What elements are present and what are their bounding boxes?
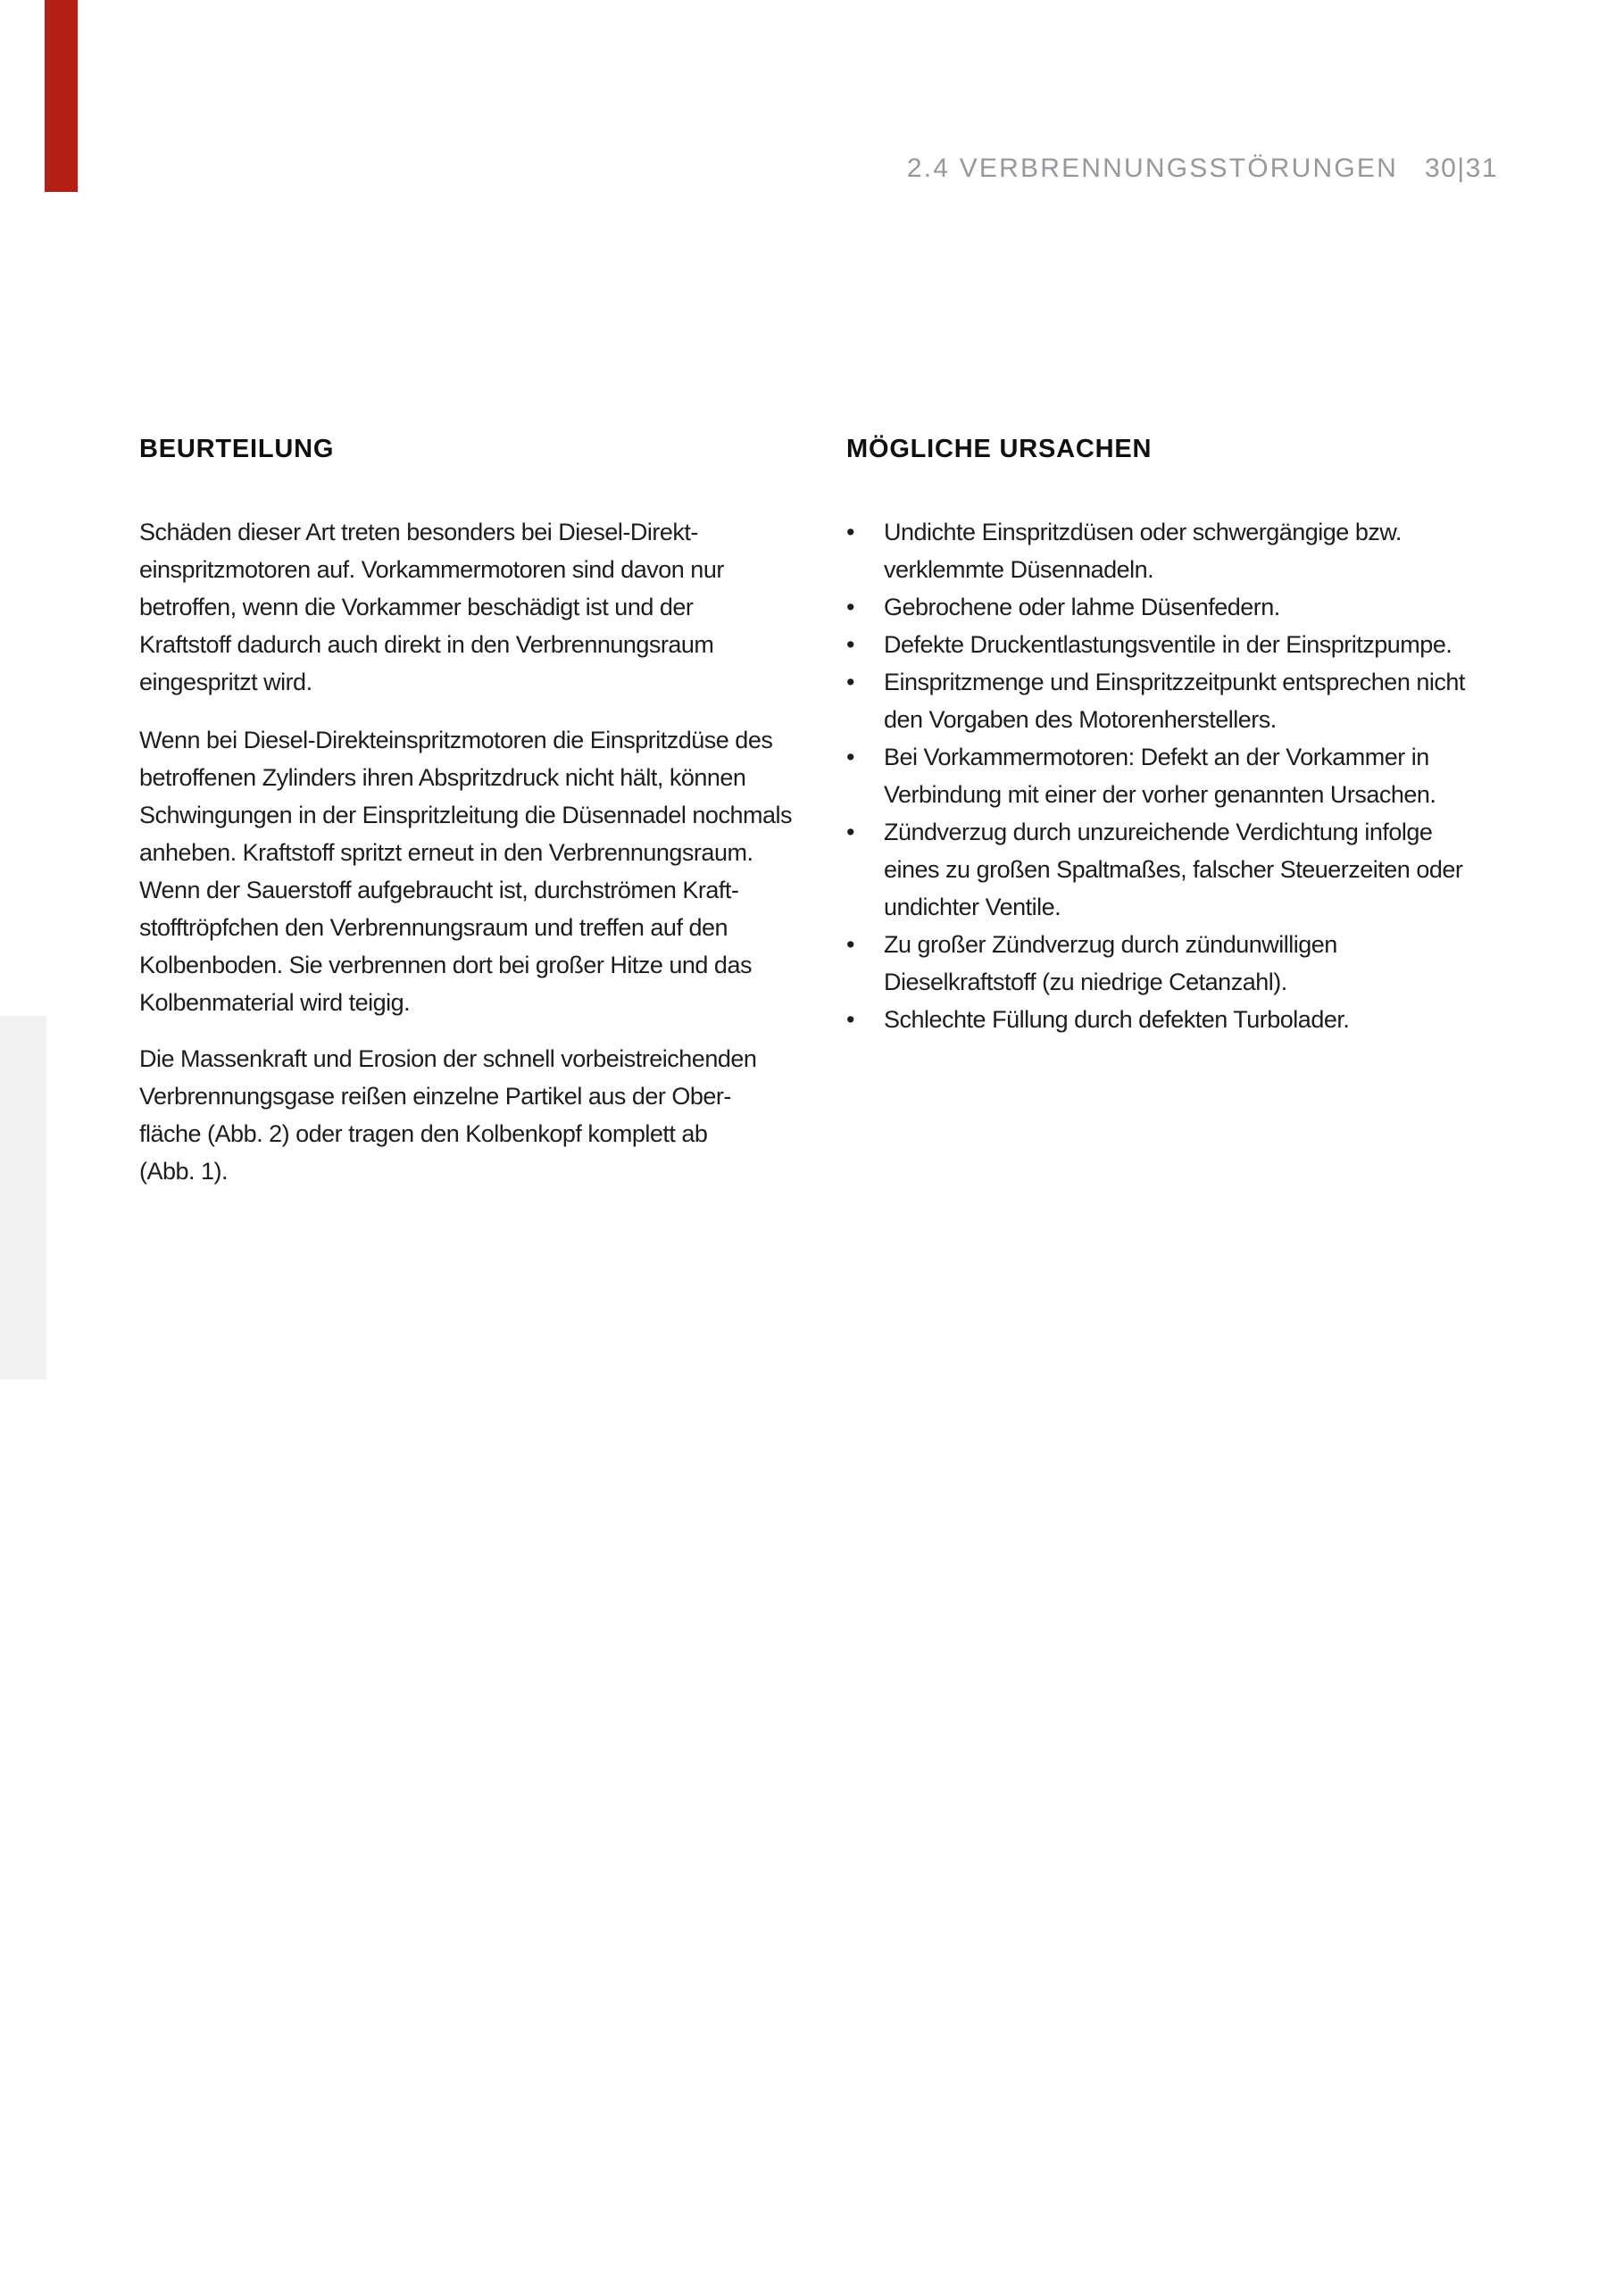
gray-edge-tab: [0, 1016, 46, 1379]
text-line: stofftröpfchen den Verbrennungsraum und treffen auf den: [139, 914, 728, 941]
text-line: Wenn der Sauerstoff aufgebraucht ist, durchströmen Kraft-: [139, 877, 739, 903]
text-line: Bei Vorkammermotoren: Defekt an der Vorkammer in: [884, 744, 1429, 770]
text-line: verklemmte Düsennadeln.: [884, 556, 1154, 583]
bullet-text: [884, 926, 1561, 1001]
red-edge-marker: [45, 0, 78, 192]
text-line: den Vorgaben des Motorenherstellers.: [884, 706, 1277, 733]
text-line: betroffenen Zylinders ihren Abspritzdruck nicht hält, können: [139, 764, 746, 791]
bullet-text: [884, 513, 1561, 588]
bullet-icon: •: [846, 931, 854, 958]
text-line: (Abb. 1).: [139, 1158, 229, 1185]
bullet-text: [884, 626, 1561, 663]
text-line: Die Massenkraft und Erosion der schnell vorbeistreichenden: [139, 1045, 757, 1072]
bullet-icon: •: [846, 1006, 854, 1033]
bullet-text: [884, 813, 1561, 926]
text-line: betroffen, wenn die Vorkammer beschädigt ist und der: [139, 594, 694, 620]
paragraph-1: [139, 513, 827, 701]
running-head: [907, 154, 1498, 184]
text-line: anheben. Kraftstoff spritzt erneut in den Verbrennungsraum.: [139, 839, 753, 866]
text-line: undichter Ventile.: [884, 894, 1061, 920]
text-line: Zündverzug durch unzureichende Verdichtung infolge: [884, 819, 1433, 845]
text-line: einspritzmotoren auf. Vorkammermotoren sind davon nur: [139, 556, 724, 583]
bullet-item: [846, 513, 1561, 588]
text-line: eingespritzt wird.: [139, 669, 312, 695]
bullet-item: [846, 663, 1561, 738]
text-line: Defekte Druckentlastungsventile in der Einspritzpumpe.: [884, 631, 1452, 658]
bullet-icon: •: [846, 819, 854, 845]
bullet-text: [884, 1001, 1561, 1038]
bullet-item: [846, 738, 1561, 813]
bullet-icon: •: [846, 594, 854, 620]
bullet-text: [884, 738, 1561, 813]
text-line: Einspritzmenge und Einspritzzeitpunkt entsprechen nicht: [884, 669, 1465, 695]
text-line: Verbrennungsgase reißen einzelne Partikel aus der Ober-: [139, 1083, 731, 1110]
bullet-item: [846, 926, 1561, 1001]
bullet-icon: •: [846, 631, 854, 658]
chapter-label: 2.4 VERBRENNUNGSSTÖRUNGEN: [906, 154, 1398, 183]
bullet-text: [884, 588, 1561, 626]
text-line: Kolbenmaterial wird teigig.: [139, 989, 411, 1016]
text-line: eines zu großen Spaltmaßes, falscher Steuerzeiten oder: [884, 856, 1463, 883]
bullet-item: [846, 588, 1561, 626]
paragraph-2: [139, 721, 827, 1021]
text-line: Schlechte Füllung durch defekten Turbolader.: [884, 1006, 1350, 1033]
text-line: Dieselkraftstoff (zu niedrige Cetanzahl).: [884, 969, 1287, 995]
paragraph-3: [139, 1040, 827, 1190]
right-column-heading: MÖGLICHE URSACHEN: [846, 435, 1153, 463]
bullet-item: [846, 1001, 1561, 1038]
bullet-text: [884, 663, 1561, 738]
text-line: Zu großer Zündverzug durch zündunwilligen: [884, 931, 1337, 958]
bullet-icon: •: [846, 519, 854, 545]
bullet-item: [846, 626, 1561, 663]
left-column-heading: BEURTEILUNG: [139, 435, 335, 463]
text-line: Kraftstoff dadurch auch direkt in den Verbrennungsraum: [139, 631, 714, 658]
bullet-item: [846, 813, 1561, 926]
bullet-icon: •: [846, 744, 854, 770]
text-line: Verbindung mit einer der vorher genannten Ursachen.: [884, 781, 1436, 808]
text-line: Schwingungen in der Einspritzleitung die Düsennadel nochmals: [139, 802, 792, 828]
page-numbers: 30|31: [1424, 154, 1498, 183]
text-line: Wenn bei Diesel-Direkteinspritzmotoren die Einspritzdüse des: [139, 727, 773, 753]
text-line: fläche (Abb. 2) oder tragen den Kolbenkopf komplett ab: [139, 1120, 708, 1147]
text-line: Schäden dieser Art treten besonders bei Diesel-Direkt-: [139, 519, 698, 545]
text-line: Gebrochene oder lahme Düsenfedern.: [884, 594, 1280, 620]
text-line: Undichte Einspritzdüsen oder schwergängige bzw.: [884, 519, 1402, 545]
text-line: Kolbenboden. Sie verbrennen dort bei großer Hitze und das: [139, 952, 752, 978]
bullet-icon: •: [846, 669, 854, 695]
causes-bullet-list: [846, 513, 1561, 1038]
